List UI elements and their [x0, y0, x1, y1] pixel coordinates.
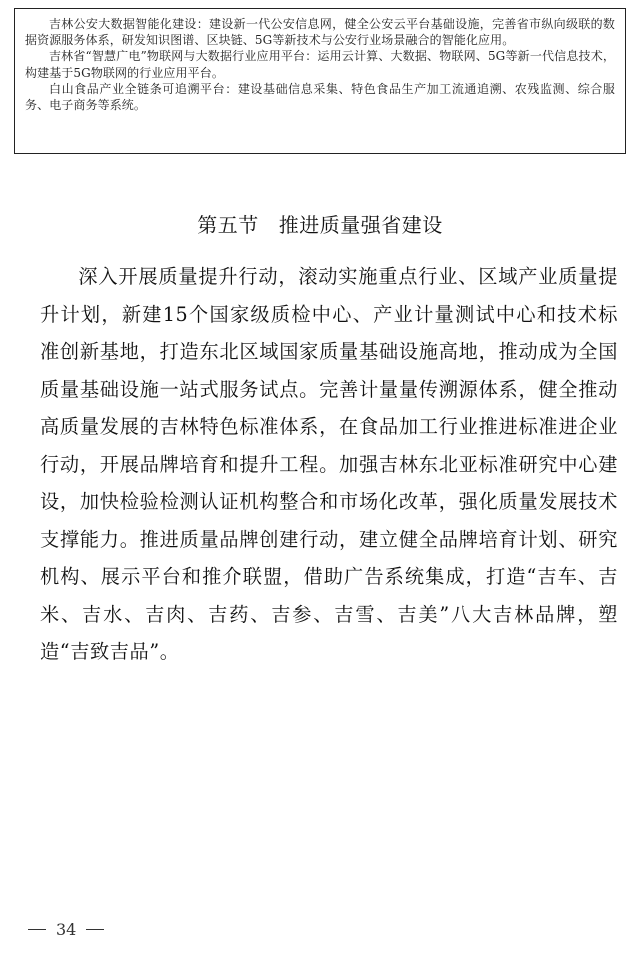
box-paragraph-smart-broadcast: 吉林省“智慧广电”物联网与大数据行业应用平台：运用云计算、大数据、物联网、5G等新一代信息技术，构建基于5G物联网的行业应用平台。 [25, 49, 615, 80]
section-title: 推进质量强省建设 [278, 213, 443, 237]
box-paragraph-public-security: 吉林公安大数据智能化建设：建设新一代公安信息网，健全公安云平台基础设施，完善省市纵向级联的数据资源服务体系，研发知识图谱、区块链、5G等新技术与公安行业场景融合的智能化应用。 [25, 17, 615, 48]
right-dash [86, 929, 104, 930]
boxed-note [14, 8, 626, 154]
body-paragraph: 深入开展质量提升行动，滚动实施重点行业、区域产业质量提升计划，新建15个国家级质检中心、产业计量测试中心和技术标准创新基地，打造东北区域国家质量基础设施高地，推动成为全国质量基础设施一站式服务试点。完善计量量传溯源体系，健全推动高质量发展的吉林特色标准体系，在食品加工行业推进标准进企业行动，开展品牌培育和提升工程。加强吉林东北亚标准研究中心建设，加快检验检测认证机构整合和市场化改革，强化质量发展技术支撑能力。推进质量品牌创建行动，建立健全品牌培育计划、研究机构、展示平台和推介联盟，借助广告系统集成，打造“吉车、吉米、吉水、吉肉、吉药、吉参、吉雪、吉美”八大吉林品牌，塑造“吉致吉品”。 [40, 265, 618, 663]
page-footer [28, 920, 104, 939]
body-text [40, 258, 618, 671]
section-heading [0, 209, 640, 238]
page-number: 34 [56, 920, 77, 939]
left-dash [28, 929, 46, 930]
box-paragraph-food-traceability: 白山食品产业全链条可追溯平台：建设基础信息采集、特色食品生产加工流通追溯、农残监测、综合服务、电子商务等系统。 [25, 81, 615, 113]
section-number: 第五节 [197, 213, 259, 237]
